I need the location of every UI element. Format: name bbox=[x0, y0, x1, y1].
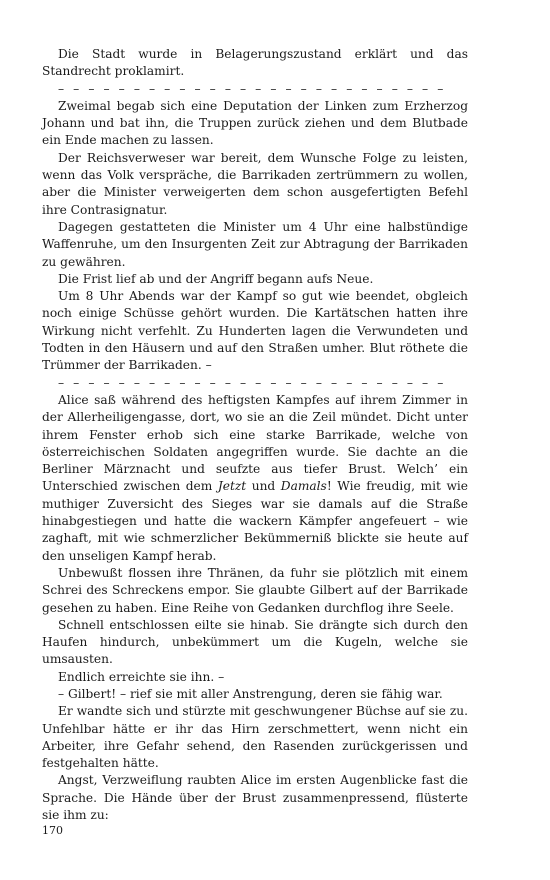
paragraph: Endlich erreichte sie ihn. – bbox=[58, 669, 225, 684]
body-text bbox=[42, 46, 468, 824]
paragraph: Der Reichsverweser war bereit, dem Wunsche Folge zu leisten, wenn das Volk verspräche, die Barrikaden zertrümmern zu wollen, aber die Minister verweigerten dem schon ausgefertigten Befehl ihre Contrasignatur. bbox=[42, 150, 468, 217]
emphasis-jetzt: Jetzt bbox=[217, 479, 247, 494]
paragraph: Dagegen gestatteten die Minister um 4 Uhr eine halbstündige Waffenruhe, um den Insurgenten Zeit zur Abtragung der Barrikaden zu gewähren. bbox=[42, 219, 468, 269]
paragraph-part: und bbox=[246, 479, 281, 494]
page-number: 170 bbox=[42, 824, 63, 837]
paragraph: Er wandte sich und stürzte mit geschwungener Büchse auf sie zu. Unfehlbar hätte er ihr das Hirn zerschmettert, wenn nicht ein Arbeiter, ihre Gefahr sehend, den Rasenden zurückgerissen und festgehalten hätte. bbox=[42, 704, 468, 771]
section-divider: – – – – – – – – – – – – – – – – – – – – – – – – – – bbox=[58, 81, 446, 96]
paragraph: Unbewußt flossen ihre Thränen, da fuhr sie plötzlich mit einem Schrei des Schreckens empor. Sie glaubte Gilbert auf der Barrikade gesehen zu haben. Eine Reihe von Gedanken durchflog ihre Seele. bbox=[42, 565, 468, 615]
paragraph: Die Stadt wurde in Belagerungszustand erklärt und das Standrecht proklamirt. bbox=[42, 47, 468, 79]
paragraph: – Gilbert! – rief sie mit aller Anstrengung, deren sie fähig war. bbox=[58, 686, 443, 701]
paragraph-part: ! Wie freudig, mit wie muthiger Zuversicht des Sieges war sie damals auf die Straße hinabgestiegen und hatte die wackern Kämpfer angefeuert – wie zaghaft, mit wie schmerzlicher Bekümmerniß blickte sie heute auf den unseligen Kampf herab. bbox=[42, 479, 468, 563]
paragraph: Angst, Verzweiflung raubten Alice im ersten Augenblicke fast die Sprache. Die Hände über der Brust zusammenpressend, flüsterte sie ihm zu: bbox=[42, 773, 468, 823]
paragraph: Zweimal begab sich eine Deputation der Linken zum Erzherzog Johann und bat ihn, die Truppen zurück ziehen und dem Blutbade ein Ende machen zu lassen. bbox=[42, 98, 468, 148]
paragraph: Die Frist lief ab und der Angriff begann aufs Neue. bbox=[58, 271, 374, 286]
paragraph-part: Alice saß während des heftigsten Kampfes auf ihrem Zimmer in der Allerheiligengasse, dort, wo sie an die Zeil mündet. Dicht unter ihrem Fenster erhob sich eine starke Barrikade, welche von österreichischen Soldaten angegriffen wurde. Sie dachte an die Berliner Märznacht und seufzte aus tiefer Brust. Welch’ ein Unterschied zwischen dem bbox=[42, 392, 468, 494]
paragraph bbox=[42, 392, 468, 565]
paragraph: Schnell entschlossen eilte sie hinab. Sie drängte sich durch den Haufen hindurch, unbekümmert um die Kugeln, welche sie umsausten. bbox=[42, 617, 468, 667]
paragraph: Um 8 Uhr Abends war der Kampf so gut wie beendet, obgleich noch einige Schüsse gehört wurden. Die Kartätschen hatten ihre Wirkung nicht verfehlt. Zu Hunderten lagen die Verwundeten und Todten in den Häusern und auf den Straßen umher. Blut röthete die Trümmer der Barrikaden. – bbox=[42, 289, 468, 373]
emphasis-damals: Damals bbox=[280, 479, 327, 494]
section-divider: – – – – – – – – – – – – – – – – – – – – – – – – – – bbox=[58, 375, 446, 390]
